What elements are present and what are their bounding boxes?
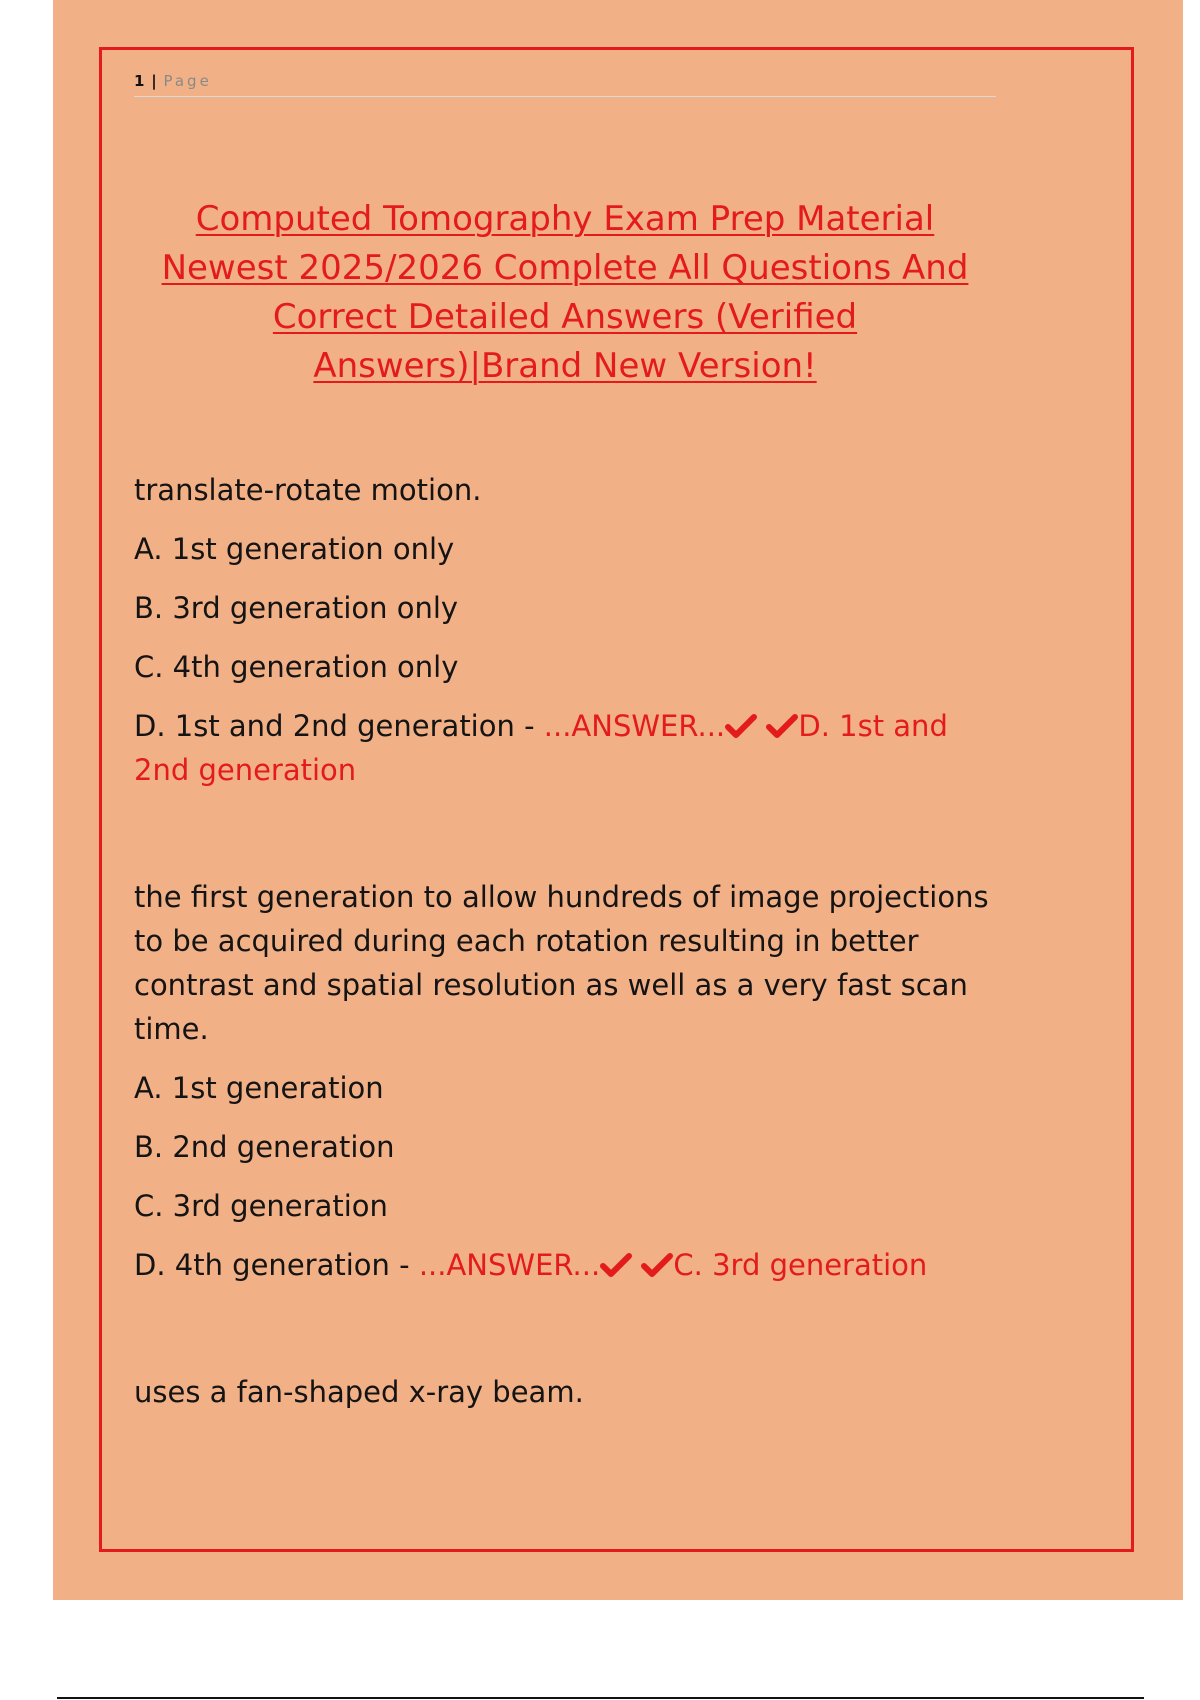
option-c: C. 4th generation only — [134, 650, 459, 684]
option-a: A. 1st generation only — [134, 532, 455, 566]
checkmark-icon — [725, 713, 757, 739]
page-label: Page — [163, 72, 212, 90]
question-3 — [134, 1370, 996, 1414]
document-title: Computed Tomography Exam Prep Material Newest 2025/2026 Complete All Questions And Correct Detailed Answers (Verified Answers)|Brand New Version! — [161, 199, 969, 386]
option-b: B. 3rd generation only — [134, 591, 459, 625]
checkmark-icon — [766, 713, 798, 739]
page-header — [134, 70, 996, 97]
page-number: 1 — [134, 72, 146, 90]
option-b: B. 2nd generation — [134, 1130, 395, 1164]
answer-text: D. 1st and 2nd generation — [134, 709, 948, 787]
option-d: D. 4th generation - — [134, 1248, 419, 1282]
question-stem: uses a fan-shaped x-ray beam. — [134, 1375, 584, 1409]
option-c: C. 3rd generation — [134, 1189, 388, 1223]
question-2 — [134, 875, 996, 1287]
answer-marker: ...ANSWER... — [418, 1248, 601, 1282]
option-d-with-answer — [134, 704, 996, 792]
answer-marker: ...ANSWER... — [543, 709, 726, 743]
checkmark-icon — [600, 1252, 632, 1278]
option-d: D. 1st and 2nd generation - — [134, 709, 544, 743]
checkmark-icon — [641, 1252, 673, 1278]
answer-text: C. 3rd generation — [673, 1248, 928, 1282]
question-stem: translate-rotate motion. — [134, 473, 482, 507]
page-separator: | — [151, 72, 158, 90]
question-1 — [134, 468, 996, 792]
option-a: A. 1st generation — [134, 1071, 384, 1105]
question-stem: the first generation to allow hundreds of image projections to be acquired during each rotation resulting in better contrast and spatial resolution as well as a very fast scan time. — [134, 880, 989, 1046]
footer-rule — [57, 1697, 1144, 1699]
option-d-with-answer — [134, 1243, 996, 1287]
